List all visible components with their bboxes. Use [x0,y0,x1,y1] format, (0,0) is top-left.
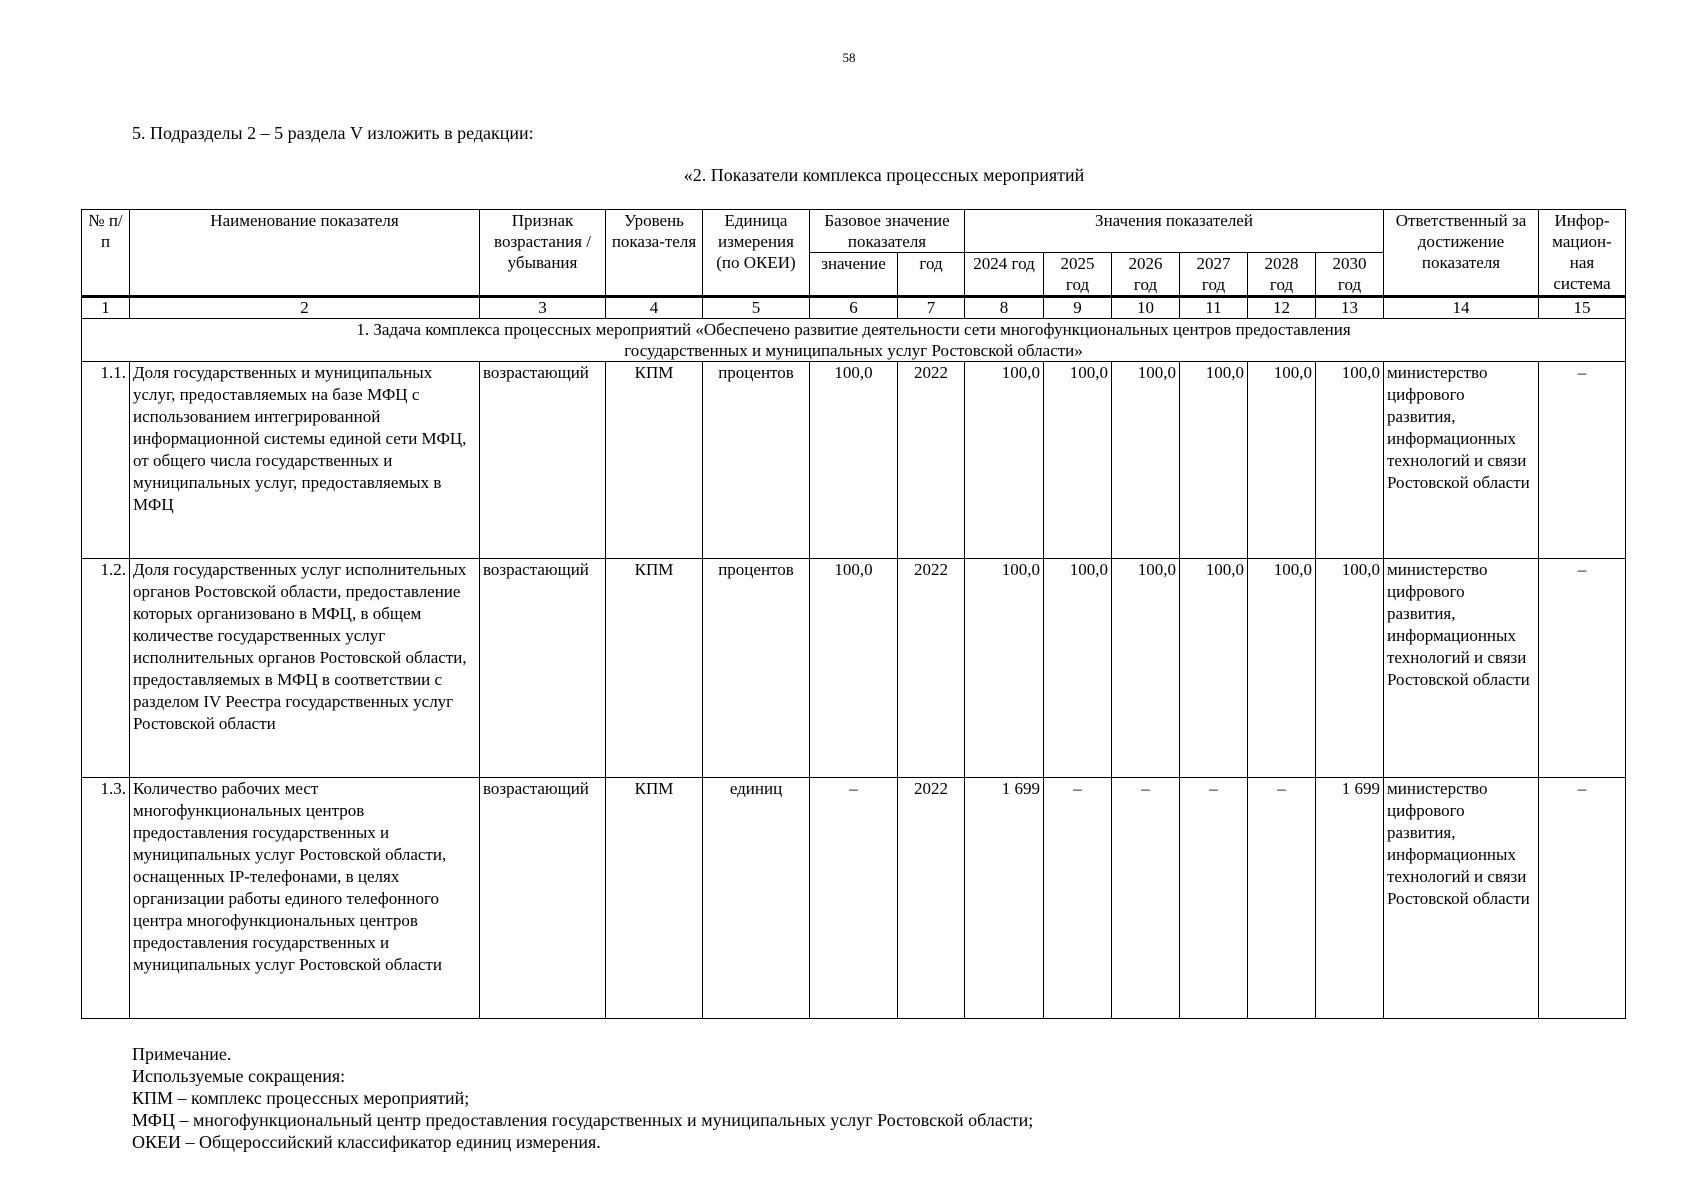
indicators-table [81,209,1626,1019]
notes-heading: Примечание. [132,1044,232,1064]
header-name: Наименование показателя [130,210,480,297]
task-heading-text: 1. Задача комплекса процессных мероприятий «Обеспечено развитие деятельности сети многофункциональных центров предоставления государственных и муниципальных услуг Ростовской области» [356,320,1351,360]
column-number: 9 [1044,297,1112,319]
notes-line: МФЦ – многофункциональный центр предоставления государственных и муниципальных услуг Ростовской области; [132,1110,1034,1130]
row-value-2027: 100,0 [1180,362,1248,559]
row-num: 1.2. [82,559,130,778]
header-year-2025: 2025 год [1044,253,1112,297]
column-number: 2 [130,297,480,319]
row-name: Количество рабочих мест многофункциональных центров предоставления государственных и муниципальных услуг Ростовской области, оснащенных IP-телефонами, в целях организации работы единого телефонного центра многофункциональных центров предоставления государственных и муниципальных услуг Ростовской области [130,778,480,1019]
row-base-year: 2022 [898,559,965,778]
column-number: 6 [810,297,898,319]
column-number: 11 [1180,297,1248,319]
row-value-2026: 100,0 [1112,559,1180,778]
row-value-2030: 100,0 [1316,559,1384,778]
row-value-2027: – [1180,778,1248,1019]
column-number: 14 [1384,297,1539,319]
row-value-2024: 100,0 [965,362,1044,559]
row-level: КПМ [606,559,703,778]
row-info-system: – [1539,778,1626,1019]
row-num: 1.3. [82,778,130,1019]
table-row [82,362,1626,559]
row-unit: процентов [703,559,810,778]
row-value-2025: 100,0 [1044,559,1112,778]
row-base-value: 100,0 [810,362,898,559]
column-number: 13 [1316,297,1384,319]
row-value-2024: 100,0 [965,559,1044,778]
header-base-group: Базовое значение показателя [810,210,965,253]
row-base-value: 100,0 [810,559,898,778]
row-base-value: – [810,778,898,1019]
column-number: 5 [703,297,810,319]
column-number-row [82,297,1626,319]
header-trend: Признак возрастания / убывания [480,210,606,297]
row-num: 1.1. [82,362,130,559]
row-info-system: – [1539,362,1626,559]
header-values-group: Значения показателей [965,210,1384,253]
row-value-2030: 1 699 [1316,778,1384,1019]
row-value-2028: 100,0 [1248,362,1316,559]
task-heading [82,319,1626,362]
header-base-year: год [898,253,965,297]
row-value-2030: 100,0 [1316,362,1384,559]
header-responsible: Ответственный за достижение показателя [1384,210,1539,297]
column-number: 1 [82,297,130,319]
notes-line: ОКЕИ – Общероссийский классификатор единиц измерения. [132,1132,601,1152]
row-info-system: – [1539,559,1626,778]
row-name: Доля государственных и муниципальных услуг, предоставляемых на базе МФЦ с использованием интегрированной информационной системы единой сети МФЦ, от общего числа государственных и муниципальных услуг, предоставляемых в МФЦ [130,362,480,559]
header-row-1 [82,210,1626,253]
row-value-2028: – [1248,778,1316,1019]
table-row [82,559,1626,778]
row-level: КПМ [606,362,703,559]
header-info-system: Инфор-мацион-ная система [1539,210,1626,297]
notes-line: КПМ – комплекс процессных мероприятий; [132,1088,470,1108]
column-number: 8 [965,297,1044,319]
notes-line: Используемые сокращения: [132,1066,346,1086]
row-value-2025: 100,0 [1044,362,1112,559]
header-unit: Единица измерения (по ОКЕИ) [703,210,810,297]
row-base-year: 2022 [898,778,965,1019]
task-heading-row [82,319,1626,362]
page-number: 58 [842,50,856,65]
header-year-2028: 2028 год [1248,253,1316,297]
column-number: 4 [606,297,703,319]
row-value-2026: 100,0 [1112,362,1180,559]
column-number: 12 [1248,297,1316,319]
row-value-2028: 100,0 [1248,559,1316,778]
header-base-value: значение [810,253,898,297]
row-value-2024: 1 699 [965,778,1044,1019]
row-value-2025: – [1044,778,1112,1019]
row-trend: возрастающий [480,778,606,1019]
column-number: 10 [1112,297,1180,319]
header-level: Уровень показа-теля [606,210,703,297]
column-number: 3 [480,297,606,319]
row-unit: единиц [703,778,810,1019]
notes-block [132,1043,1033,1153]
row-value-2027: 100,0 [1180,559,1248,778]
header-year-2024: 2024 год [965,253,1044,297]
header-year-2027: 2027 год [1180,253,1248,297]
row-name: Доля государственных услуг исполнительных органов Ростовской области, предоставление которых организовано в МФЦ, в общем количестве государственных услуг исполнительных органов Ростовской области, предоставляемых в МФЦ в соответствии с разделом IV Реестра государственных услуг Ростовской области [130,559,480,778]
row-trend: возрастающий [480,559,606,778]
column-number: 15 [1539,297,1626,319]
header-year-2030: 2030 год [1316,253,1384,297]
table-row [82,778,1626,1019]
row-responsible: министерство цифрового развития, информационных технологий и связи Ростовской области [1384,362,1539,559]
row-responsible: министерство цифрового развития, информационных технологий и связи Ростовской области [1384,559,1539,778]
column-number: 7 [898,297,965,319]
row-value-2026: – [1112,778,1180,1019]
row-unit: процентов [703,362,810,559]
header-num: № п/п [82,210,130,297]
table-title: «2. Показатели комплекса процессных мероприятий [683,165,1085,185]
row-responsible: министерство цифрового развития, информационных технологий и связи Ростовской области [1384,778,1539,1019]
row-trend: возрастающий [480,362,606,559]
header-year-2026: 2026 год [1112,253,1180,297]
row-level: КПМ [606,778,703,1019]
intro-text: 5. Подразделы 2 – 5 раздела V изложить в редакции: [132,123,534,143]
row-base-year: 2022 [898,362,965,559]
